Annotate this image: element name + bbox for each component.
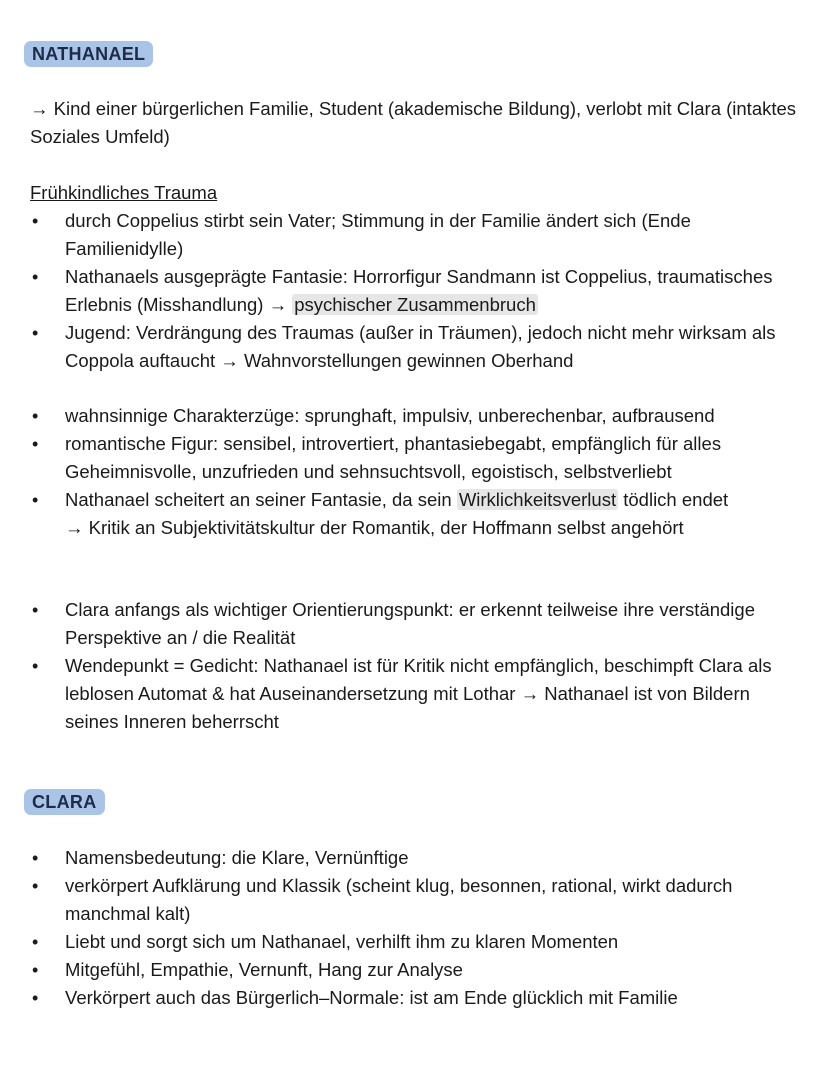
highlighted-text: Wirklichkeitsverlust xyxy=(458,489,617,510)
list-item xyxy=(30,263,800,319)
list-item-text: romantische Figur: sensibel, introvertiert, phantasiebegabt, empfänglich für alles Geheimnisvolle, unzufrieden und sehnsuchtsvoll, egoistisch, selbstverliebt xyxy=(65,433,722,482)
list-item xyxy=(30,652,800,736)
list-item-continuation: → Kritik an Subjektivitätskultur der Romantik, der Hoffmann selbst angehört xyxy=(65,517,684,538)
relationship-list xyxy=(30,596,800,736)
list-item-text: Jugend: Verdrängung des Traumas (außer in Träumen), jedoch nicht mehr wirksam als Coppola auftaucht → Wahnvorstellungen gewinnen Oberhand xyxy=(65,322,776,371)
highlighted-text: psychischer Zusammenbruch xyxy=(294,294,536,315)
list-item xyxy=(30,596,800,652)
section-heading-clara: CLARA xyxy=(24,789,105,815)
list-item-text: Mitgefühl, Empathie, Vernunft, Hang zur Analyse xyxy=(65,959,463,980)
list-item xyxy=(30,486,800,542)
list-item-text: wahnsinnige Charakterzüge: sprunghaft, impulsiv, unberechenbar, aufbrausend xyxy=(65,405,715,426)
list-item-text: Clara anfangs als wichtiger Orientierungspunkt: er erkennt teilweise ihre verständige Perspektive an / die Realität xyxy=(65,599,755,648)
list-item xyxy=(30,928,800,956)
list-item-text: verkörpert Aufklärung und Klassik (scheint klug, besonnen, rational, wirkt dadurch manchmal kalt) xyxy=(65,875,733,924)
list-item-text: Wendepunkt = Gedicht: Nathanael ist für Kritik nicht empfänglich, beschimpft Clara als leblosen Automat & hat Auseinandersetzung mit Lothar → Nathanael ist von Bildern seines Inneren beherrscht xyxy=(65,655,772,732)
list-item xyxy=(30,319,800,375)
list-item-text: Nathanael scheitert an seiner Fantasie, da sein xyxy=(65,489,457,510)
section-heading-nathanael: NATHANAEL xyxy=(24,41,153,67)
list-item xyxy=(30,984,800,1012)
list-item xyxy=(30,207,800,263)
nathanael-intro: → Kind einer bürgerlichen Familie, Student (akademische Bildung), verlobt mit Clara (intaktes Soziales Umfeld) xyxy=(30,98,797,147)
list-item xyxy=(30,402,800,430)
list-item-text: durch Coppelius stirbt sein Vater; Stimmung in der Familie ändert sich (Ende Familienidylle) xyxy=(65,210,691,259)
clara-list xyxy=(30,844,800,1012)
list-item-text: tödlich endet xyxy=(618,489,729,510)
list-item-text: Nathanaels ausgeprägte Fantasie: Horrorfigur Sandmann ist Coppelius, traumatisches Erlebnis (Misshandlung) → xyxy=(65,266,773,315)
list-item-text: Namensbedeutung: die Klare, Vernünftige xyxy=(65,847,409,868)
character-traits-list xyxy=(30,402,800,542)
list-item xyxy=(30,844,800,872)
list-item xyxy=(30,872,800,928)
list-item xyxy=(30,956,800,984)
trauma-subtitle: Frühkindliches Trauma xyxy=(30,182,218,203)
trauma-list xyxy=(30,207,800,375)
list-item xyxy=(30,430,800,486)
list-item-text: Verkörpert auch das Bürgerlich–Normale: ist am Ende glücklich mit Familie xyxy=(65,987,678,1008)
list-item-text: Liebt und sorgt sich um Nathanael, verhilft ihm zu klaren Momenten xyxy=(65,931,619,952)
